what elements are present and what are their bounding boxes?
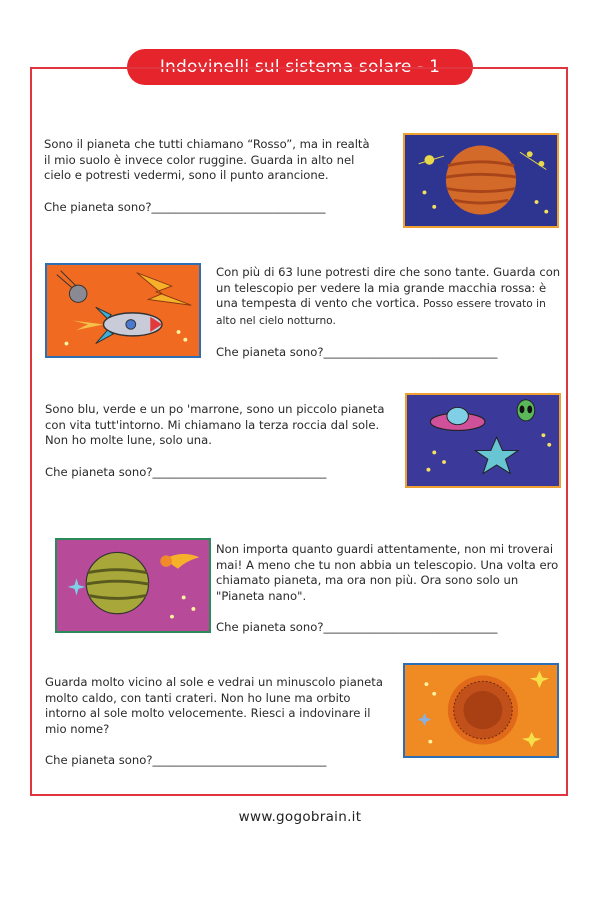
website-footer[interactable]: www.gogobrain.it (238, 809, 362, 825)
riddle-text: Con più di 63 lune potresti dire che sono tante. Guarda con un telescopio per vedere la mia grande macchia rossa: è una tempesta di vento che vortica. Posso essere trovato in alto nel cielo notturno. (216, 265, 561, 327)
riddle-3 (45, 402, 385, 480)
riddle-text-small: Posso essere trovato in alto nel cielo notturno. (216, 298, 546, 327)
riddle-question: Che pianeta sono?______________________________ (44, 199, 326, 214)
riddle-text: Sono blu, verde e un po 'marrone, sono un piccolo pianeta con vita tutt'intorno. Mi chiamano la terza roccia dal sole. Non ho molte lune, solo una. (45, 402, 385, 447)
riddle-5 (45, 675, 395, 769)
riddle-4 (216, 542, 561, 636)
ufo-icon (405, 393, 561, 488)
riddle-text: Sono il pianeta che tutti chiamano “Rosso”, ma in realtà il mio suolo è invece color ruggine. Guarda in alto nel cielo e potresti vedermi, sono il punto arancione. (44, 137, 370, 182)
riddle-question: Che pianeta sono?______________________________ (45, 464, 327, 479)
riddle-question: Che pianeta sono?______________________________ (45, 753, 327, 767)
sun-icon (403, 663, 559, 758)
rocket-icon (45, 263, 201, 358)
mars-icon (403, 133, 559, 228)
riddle-question: Che pianeta sono?______________________________ (216, 620, 498, 634)
riddle-question: Che pianeta sono?______________________________ (216, 345, 498, 359)
planet-icon (55, 538, 211, 633)
page-title: Indovinelli sul sistema solare - 1 (127, 49, 473, 85)
riddle-1 (44, 137, 379, 215)
riddle-2 (216, 265, 564, 361)
riddle-text: Non importa quanto guardi attentamente, non mi troverai mai! A meno che tu non abbia un telescopio. Una volta ero chiamato pianeta, ma ora non più. Ora sono solo un "Pianeta nano". (216, 542, 559, 603)
riddle-text: Guarda molto vicino al sole e vedrai un minuscolo pianeta molto caldo, con tanti crateri. Non ho lune ma orbito intorno al sole molto velocemente. Riesci a indovinare il mio nome? (45, 675, 383, 736)
